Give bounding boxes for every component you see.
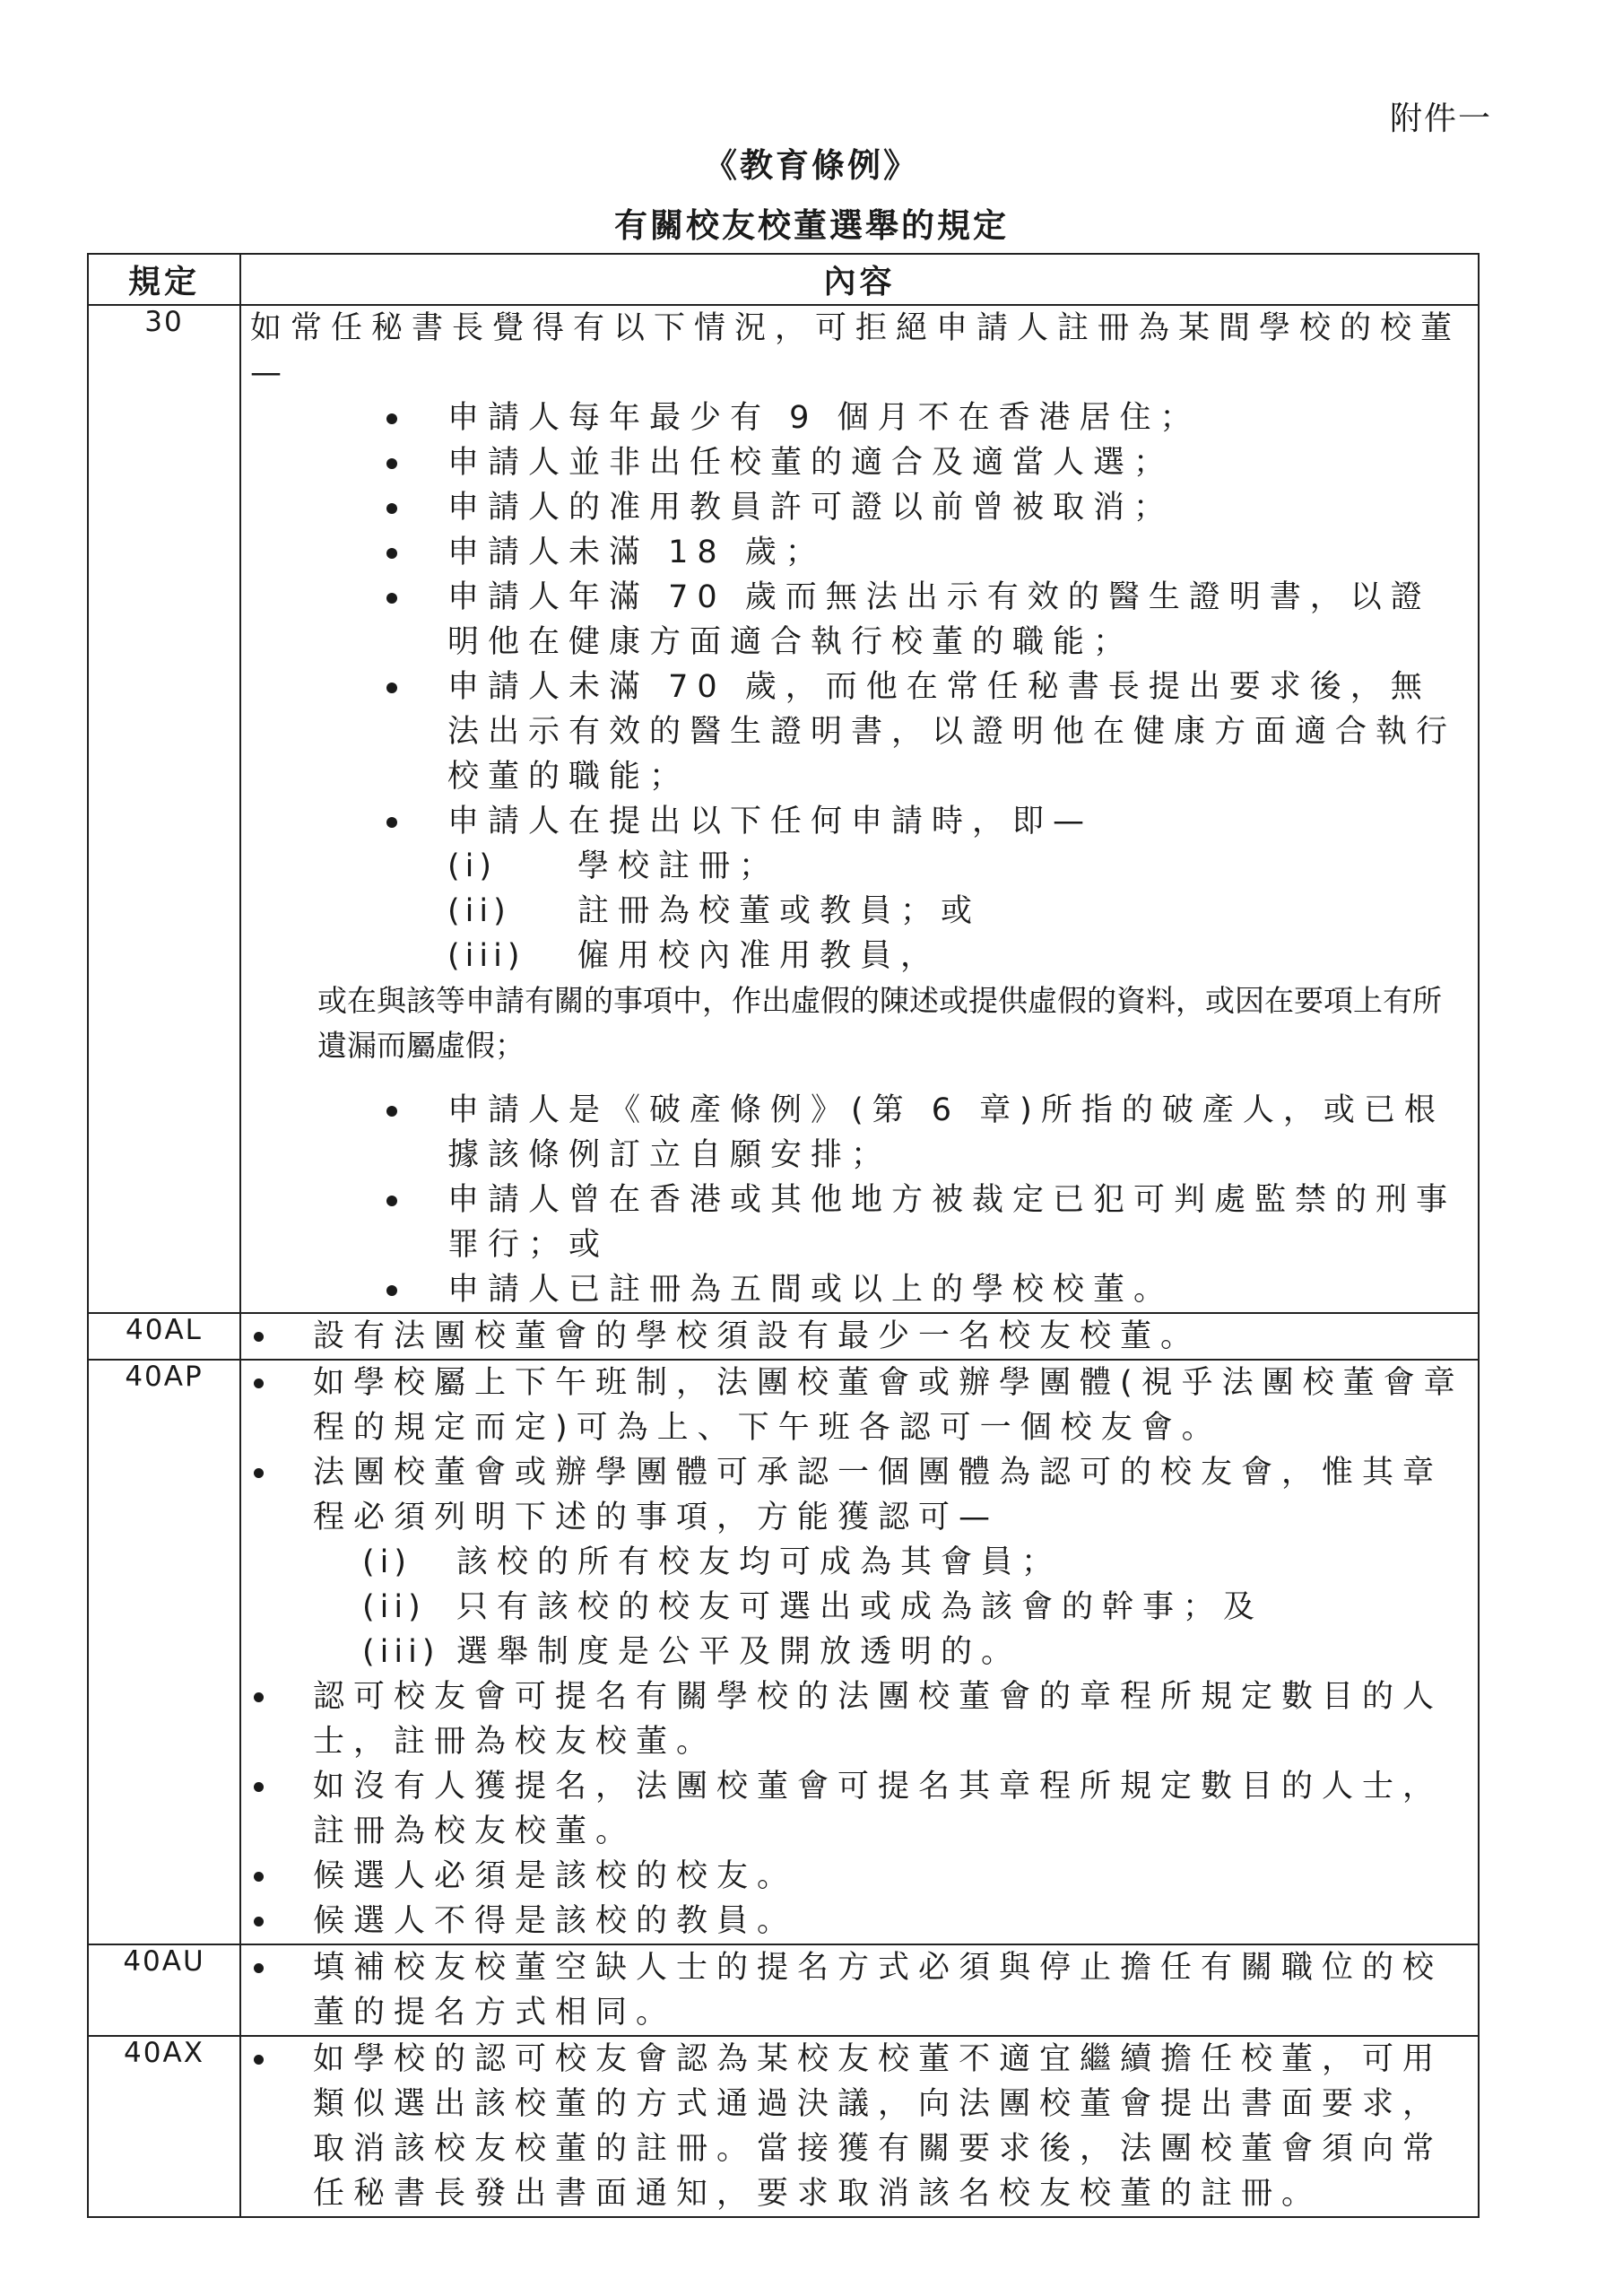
list-item: 申請人的准用教員許可證以前曾被取消； [250, 485, 1463, 530]
sub-item-text: 選舉制度是公平及開放透明的。 [456, 1634, 1022, 1670]
sub-item [241, 1585, 1478, 1630]
table-header-row [88, 254, 1479, 305]
sub-item-number: (ii) [447, 893, 511, 929]
sub-item-text: 註冊為校董或教員；或 [577, 893, 982, 929]
list-item: 候選人必須是該校的校友。 [241, 1854, 1478, 1899]
regulation-content [240, 2036, 1479, 2217]
sub-item [250, 934, 1463, 978]
regulations-table [87, 253, 1480, 2218]
sub-item [241, 1630, 1478, 1674]
table-row [88, 1944, 1479, 2036]
list-item: 設有法團校董會的學校須設有最少一名校友校董。 [241, 1314, 1478, 1359]
sub-item-text: 僱用校內准用教員， [577, 938, 942, 974]
regulation-content [240, 1360, 1479, 1944]
list-item: 如學校的認可校友會認為某校友校董不適宜繼續擔任校董，可用類似選出該校董的方式通過決議，向法團校董會提出書面要求，取消該校友校董的註冊。當接獲有關要求後，法團校董會須向常任秘書長發出書面通知，要求取消該名校友校董的註冊。 [241, 2037, 1478, 2216]
regulation-content [240, 1944, 1479, 2036]
document-subtitle: 有關校友校董選舉的規定 [614, 206, 1009, 245]
sub-item-number: (ii) [362, 1589, 426, 1625]
table-row [88, 2036, 1479, 2217]
list-item: 申請人並非出任校董的適合及適當人選； [250, 440, 1463, 485]
table-row [88, 1360, 1479, 1944]
sub-item-text: 學校註冊； [577, 848, 780, 884]
column-header-regulation: 規定 [88, 254, 240, 305]
sub-item [250, 889, 1463, 934]
sub-item-number: (i) [447, 848, 498, 884]
regulation-code: 40AP [88, 1360, 240, 1944]
sub-item [250, 844, 1463, 889]
note-text: 或在與該等申請有關的事項中，作出虛假的陳述或提供虛假的資料，或因在要項上有所遺漏而屬虛假； [317, 983, 1442, 1063]
annex-label: 附件一 [1390, 100, 1493, 137]
regulation-content [240, 305, 1479, 1313]
regulation-code: 30 [88, 305, 240, 1313]
list-item: 法團校董會或辦學團體可承認一個團體為認可的校友會，惟其章程必須列明下述的事項，方能獲認可— [241, 1450, 1478, 1540]
list-item: 申請人在提出以下任何申請時，即— [250, 799, 1463, 844]
intro-text: 如常任秘書長覺得有以下情況，可拒絕申請人註冊為某間學校的校董— [250, 310, 1462, 391]
regulation-code: 40AX [88, 2036, 240, 2217]
column-header-content: 內容 [240, 254, 1479, 305]
list-item: 申請人每年最少有 9 個月不在香港居住； [250, 396, 1463, 440]
list-item: 申請人年滿 70 歲而無法出示有效的醫生證明書，以證明他在健康方面適合執行校董的職能； [250, 575, 1463, 665]
list-item: 候選人不得是該校的教員。 [241, 1899, 1478, 1944]
document-title: 《教育條例》 [704, 146, 919, 185]
sub-item-number: (iii) [447, 938, 525, 974]
list-item: 申請人未滿 70 歲，而他在常任秘書長提出要求後，無法出示有效的醫生證明書，以證明他在健康方面適合執行校董的職能； [250, 665, 1463, 799]
sub-item-number: (i) [362, 1544, 412, 1580]
regulation-content [240, 1313, 1479, 1360]
list-item: 如沒有人獲提名，法團校董會可提名其章程所規定數目的人士，註冊為校友校董。 [241, 1764, 1478, 1854]
table-row [88, 305, 1479, 1313]
list-item: 填補校友校董空缺人士的提名方式必須與停止擔任有關職位的校董的提名方式相同。 [241, 1945, 1478, 2035]
list-item: 申請人未滿 18 歲； [250, 530, 1463, 575]
regulation-code: 40AU [88, 1944, 240, 2036]
sub-item-number: (iii) [362, 1634, 440, 1670]
list-item: 申請人曾在香港或其他地方被裁定已犯可判處監禁的刑事罪行；或 [250, 1178, 1463, 1267]
list-item: 認可校友會可提名有關學校的法團校董會的章程所規定數目的人士，註冊為校友校董。 [241, 1674, 1478, 1764]
sub-item-text: 該校的所有校友均可成為其會員； [456, 1544, 1063, 1580]
table-row [88, 1313, 1479, 1360]
regulation-code: 40AL [88, 1313, 240, 1360]
sub-item-text: 只有該校的校友可選出或成為該會的幹事；及 [456, 1589, 1264, 1625]
sub-item [241, 1540, 1478, 1585]
list-item: 申請人是《破產條例》(第 6 章)所指的破產人，或已根據該條例訂立自願安排； [250, 1088, 1463, 1178]
list-item: 申請人已註冊為五間或以上的學校校董。 [250, 1267, 1463, 1312]
list-item: 如學校屬上下午班制，法團校董會或辦學團體(視乎法團校董會章程的規定而定)可為上、下午班各認可一個校友會。 [241, 1361, 1478, 1450]
